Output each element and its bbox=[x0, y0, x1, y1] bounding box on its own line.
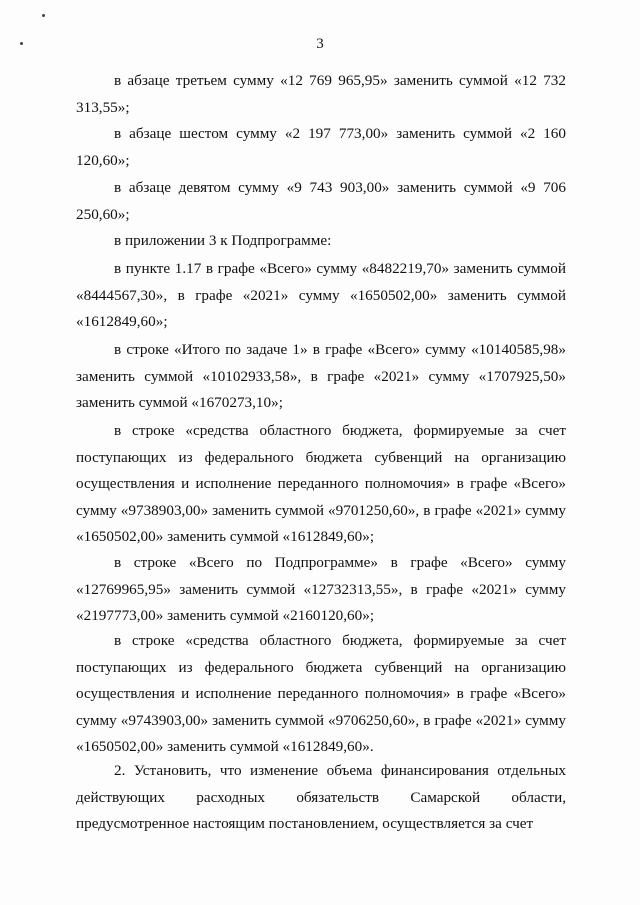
paragraph-6: в строке «Итого по задаче 1» в графе «Всего» сумму «10140585,98» заменить суммой «10102933,58», в графе «2021» сумму «1707925,50» заменить суммой «1670273,10»; bbox=[76, 341, 566, 411]
paragraph-5: в пункте 1.17 в графе «Всего» сумму «8482219,70» заменить суммой «8444567,30», в графе «2021» сумму «1650502,00» заменить суммой «1612849,60»; bbox=[76, 260, 566, 330]
paragraph-8: в строке «Всего по Подпрограмме» в графе «Всего» сумму «12769965,95» заменить суммой «12732313,55», в графе «2021» сумму «2197773,00» заменить суммой «2160120,60»; bbox=[76, 554, 566, 624]
paragraph-2: в абзаце шестом сумму «2 197 773,00» заменить суммой «2 160 120,60»; bbox=[76, 125, 566, 169]
scan-speck bbox=[42, 14, 45, 17]
paragraph-4: в приложении 3 к Подпрограмме: bbox=[114, 232, 332, 249]
paragraph-3: в абзаце девятом сумму «9 743 903,00» заменить суммой «9 706 250,60»; bbox=[76, 179, 566, 223]
paragraph-1: в абзаце третьем сумму «12 769 965,95» заменить суммой «12 732 313,55»; bbox=[76, 72, 566, 116]
page-number: 3 bbox=[316, 36, 324, 52]
paragraph-9: в строке «средства областного бюджета, формируемые за счет поступающих из федерального бюджета субвенций на организацию осуществления и исполнение переданного полномочия» в графе «Всего» сумму «9743903,00» заменить суммой «9706250,60», в графе «2021» сумму «1650502,00» заменить суммой «1612849,60». bbox=[76, 632, 566, 755]
paragraph-10: 2. Установить, что изменение объема финансирования отдельных действующих расходных обязательств Самарской области, предусмотренное настоящим постановлением, осуществляется за счет bbox=[76, 762, 566, 832]
paragraph-7: в строке «средства областного бюджета, формируемые за счет поступающих из федерального бюджета субвенций на организацию осуществления и исполнение переданного полномочия» в графе «Всего» сумму «9738903,00» заменить суммой «9701250,60», в графе «2021» сумму «1650502,00» заменить суммой «1612849,60»; bbox=[76, 422, 566, 545]
